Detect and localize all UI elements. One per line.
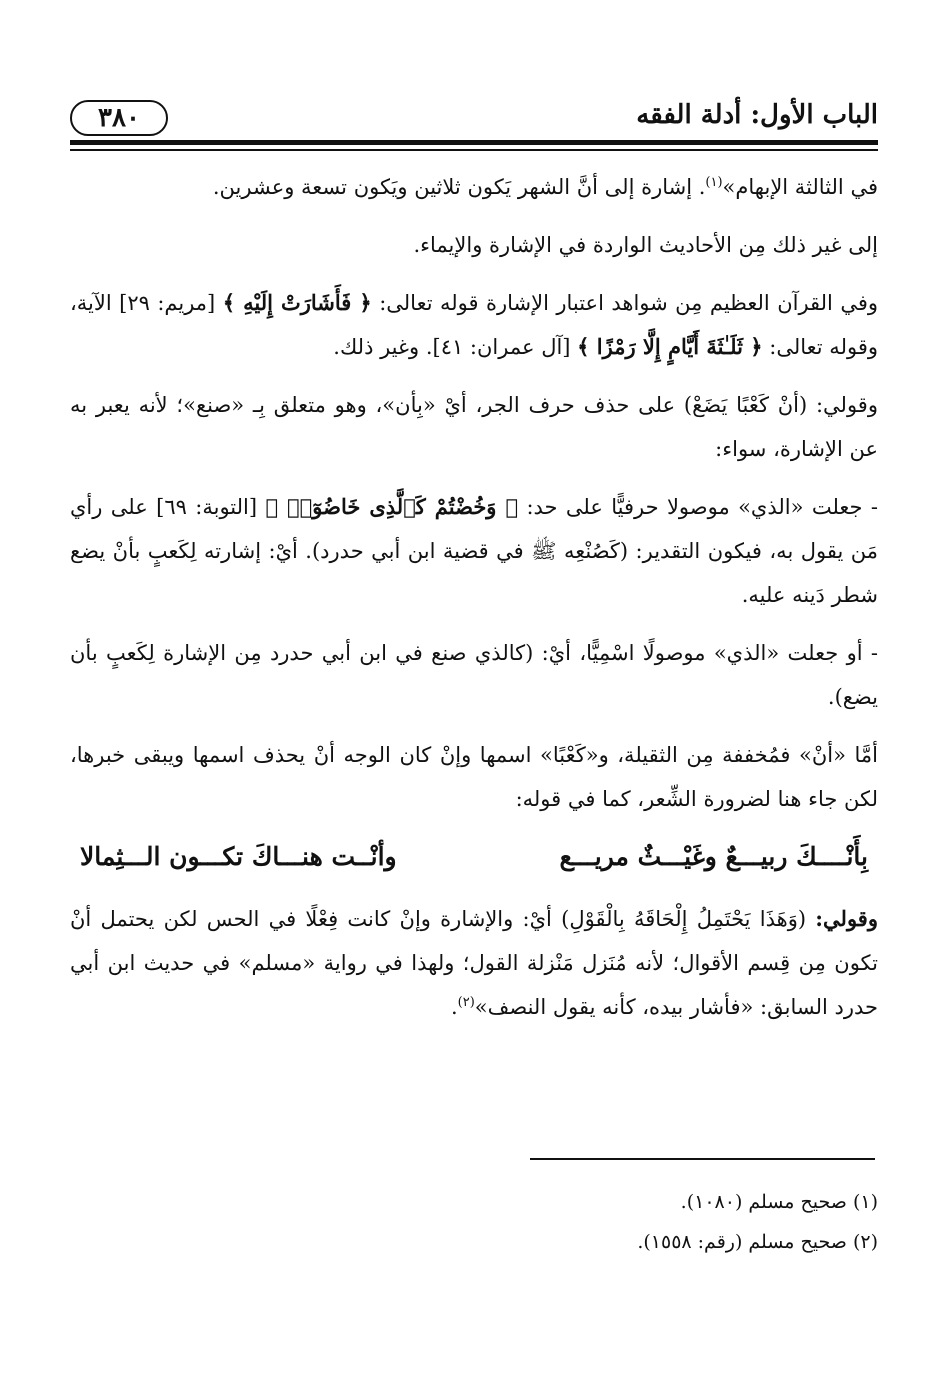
paragraph	[70, 281, 878, 369]
paragraph	[70, 733, 878, 821]
verse-first-hemistich: بِأَنْــــكَ ربيـــعٌ وغَيْـــثٌ مريـــع	[559, 842, 868, 871]
text-run: إلى غير ذلك مِن الأحاديث الواردة في الإشارة والإيماء.	[413, 233, 878, 257]
text-run: وقولي: (أنْ كَعْبًا يَضَعْ) على حذف حرف الجر، أيْ «بِأن»، وهو متعلق بِـ «صنع»؛ لأنه يعبر به عن الإشارة، سواء:	[70, 393, 878, 461]
text-run: - أو جعلت «الذي» موصولًا اسْمِيًّا، أيْ: (كالذي صنع في ابن أبي حدرد مِن الإشارة لِكَعبٍ بأن يضع).	[70, 641, 878, 709]
chapter-title: الباب الأول: أدلة الفقه	[636, 100, 878, 130]
lead-word: وقولي:	[815, 906, 878, 931]
text-run: . إشارة إلى أنَّ الشهر يَكون ثلاثين ويَكون تسعة وعشرين.	[212, 175, 706, 199]
paragraph	[70, 631, 878, 719]
header-rule-thin	[70, 149, 878, 151]
text-run: [التوبة: ٦٩] على رأي مَن يقول به، فيكون التقدير: (كَصُنْعِه ﷺ في قضية ابن أبي حدرد). أيْ: إشارته لِكَعبٍ بأنْ يضع شطر دَينه عليه.	[70, 495, 878, 607]
footnote: (١) صحيح مسلم (١٠٨٠).	[680, 1191, 878, 1213]
text-run: [مريم: ٢٩] الآية، وقوله تعالى:	[70, 291, 878, 359]
text-run: (وَهَذَا يَحْتَمِلُ إِلْحَاقَهُ بِالْقَوْلِ) أيْ: والإشارة وإنْ كانت فِعْلًا في الحس لكن يحتمل أنْ تكون مِن قِسم الأقوال؛ لأنه مُنَزل مَنْزلة القول؛ ولهذا في رواية «مسلم» في حديث ابن أبي حدرد السابق: «فأشار بيده، كأنه يقول النصف»	[70, 907, 878, 1019]
page-number-badge	[70, 100, 168, 136]
quran-quote: ﴿ ثَلَـٰثَةَ أَيَّامٍ إِلَّا رَمْزًا ﴾	[577, 334, 763, 359]
footnote: (٢) صحيح مسلم (رقم: ١٥٥٨).	[637, 1231, 878, 1253]
quran-quote: ﴿ وَخُضْتُمْ كَٱلَّذِى خَاضُوٓا۟ ﴾	[265, 494, 519, 519]
page-number: ٣٨٠	[98, 103, 140, 133]
text-run: في الثالثة الإبهام»	[722, 175, 878, 199]
paragraph	[70, 165, 878, 209]
poetry-verse	[70, 835, 878, 879]
page-header	[70, 96, 878, 142]
main-text	[70, 165, 878, 1043]
text-run: [آل عمران: ٤١]. وغير ذلك.	[333, 335, 571, 359]
paragraph	[70, 223, 878, 267]
header-rule-thick	[70, 140, 878, 145]
text-run: .	[450, 995, 458, 1019]
paragraph	[70, 383, 878, 471]
text-run: - جعلت «الذي» موصولا حرفيًّا على حد:	[526, 495, 878, 519]
text-run: أمَّا «أنْ» فمُخففة مِن الثقيلة، و«كَعْبًا» اسمها وإنْ كان الوجه أنْ يحذف اسمها ويبقى خبرها، لكن جاء هنا لضرورة الشِّعر، كما في قوله:	[70, 743, 878, 811]
paragraph	[70, 897, 878, 1029]
footnote-ref[interactable]: (٢)	[457, 995, 475, 1010]
text-run: وفي القرآن العظيم مِن شواهد اعتبار الإشارة قوله تعالى:	[379, 291, 879, 315]
footnote-separator	[530, 1158, 875, 1160]
paragraph	[70, 485, 878, 617]
footnotes	[70, 1182, 878, 1262]
footnote-ref[interactable]: (١)	[705, 175, 723, 190]
verse-second-hemistich: وأنْــت هنـــاكَ تكـــون الـــثِمالا	[80, 842, 397, 871]
quran-quote: ﴿ فَأَشَارَتْ إِلَيْهِ ﴾	[222, 290, 372, 315]
